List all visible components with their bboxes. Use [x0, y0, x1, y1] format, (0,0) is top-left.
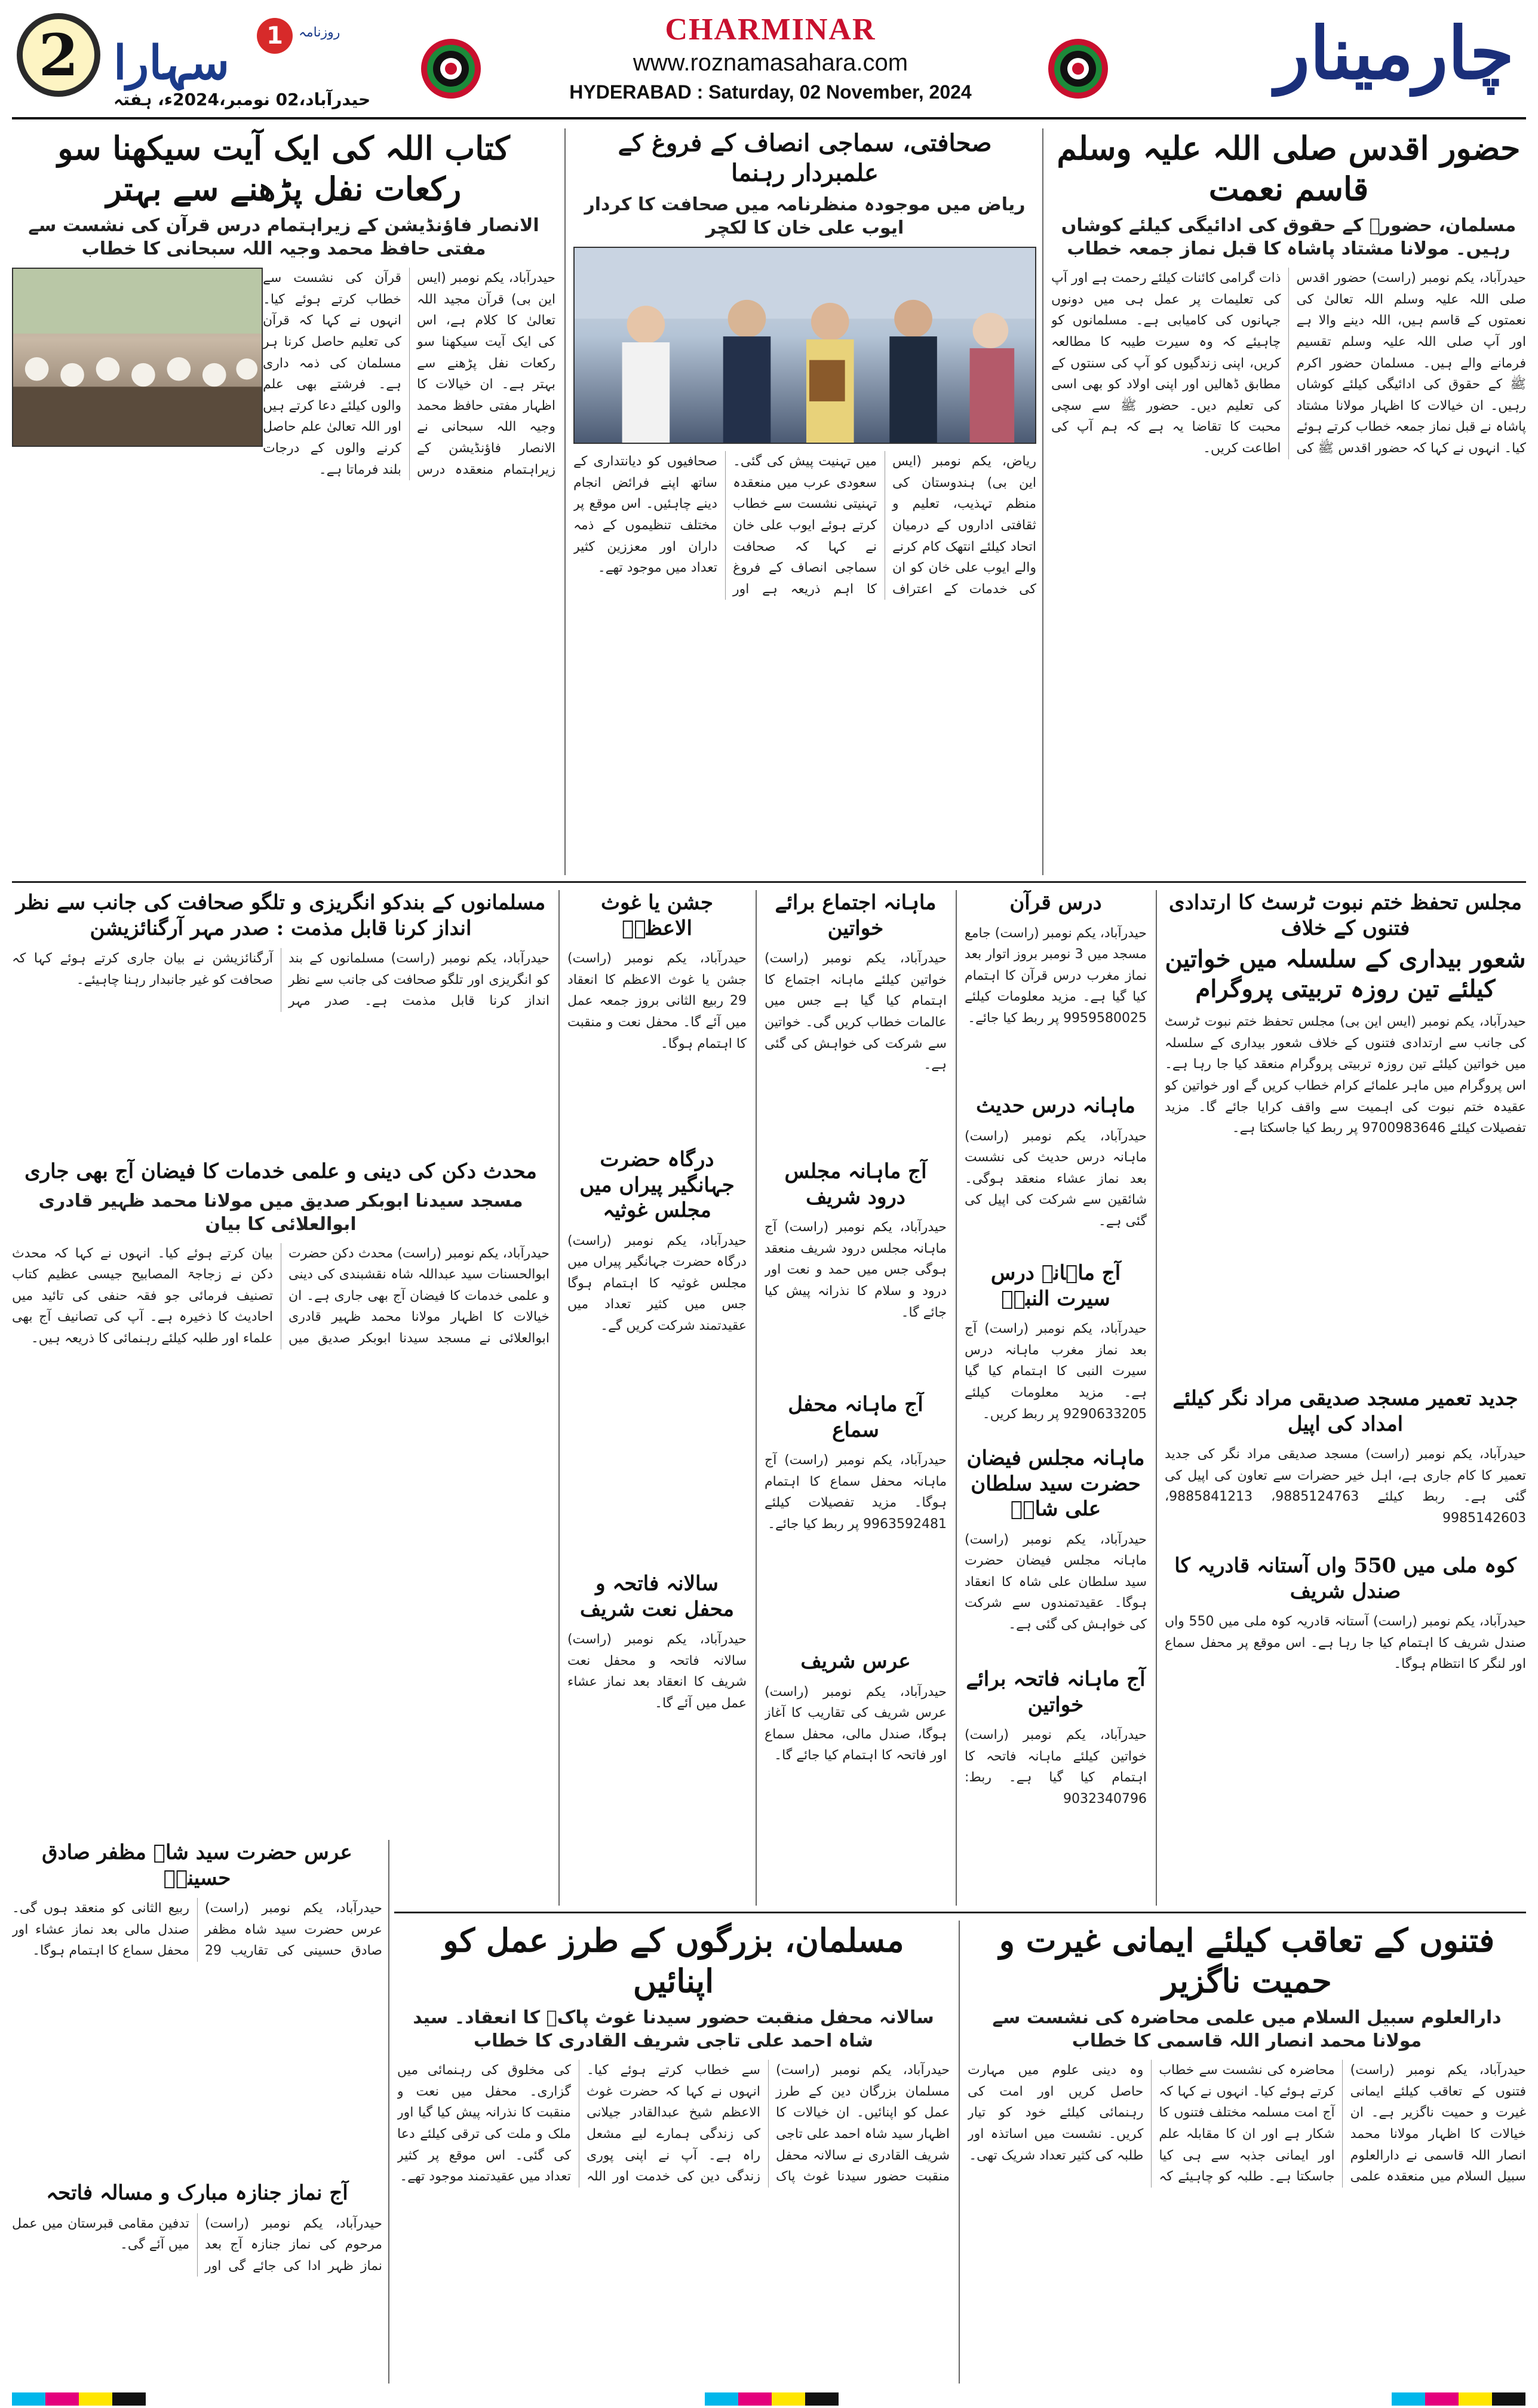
article-headline: فتنوں کے تعاقب کیلئے ایمانی غیرت و حمیت ناگزیر — [999, 1921, 1495, 2000]
article-headline: عرس حضرت سید شاہ مظفر صادق حسینیؒ — [42, 1840, 352, 1890]
dateline-urdu: حیدرآباد،02 نومبر،2024ء، ہفتہ — [113, 90, 371, 109]
article-seerat-nabi — [965, 1260, 1147, 1440]
article-body: حیدرآباد، یکم نومبر (راست) خواتین کیلئے ماہانہ اجتماع کا اہتمام کیا گیا ہے جس میں عالمات خطاب کریں گی۔ خواتین سے شرکت کی خواہش کی گئی ہے۔ — [765, 951, 947, 1073]
article-headline: مسلمانوں کے بندکو انگریزی و تلگو صحافت کی جانب سے نظر انداز کرنا قابل مذمت : صدر مہر آرگنائزیشن — [16, 891, 546, 940]
emblem-icon — [418, 36, 484, 102]
article-jashn-ghaus — [567, 890, 747, 1141]
sahara-logo-tag: روزنامہ — [299, 25, 340, 40]
article-body: حیدرآباد، یکم نومبر (راست) مسجد صدیقی مراد نگر کی جدید تعمیر کا کام جاری ہے، اہل خیر حضرات سے تعاون کی اپیل کی گئی ہے۔ ربط کیلئے 9885124763، 9885841213، 9985142603 — [1165, 1447, 1526, 1526]
column-divider — [959, 1921, 960, 2384]
color-registration-bar — [705, 2392, 839, 2406]
photo-gathering-icon — [13, 269, 262, 446]
color-registration-bar — [12, 2392, 146, 2406]
article-dars-quran — [965, 890, 1147, 1087]
article-headline: سالانہ فاتحہ و محفل نعت شریف — [580, 1572, 734, 1621]
section-divider — [12, 881, 1526, 883]
article-body: حیدرآباد، یکم نومبر (راست) مسلمان بزرگان دین کے طرز عمل کو اپنائیں۔ ان خیالات کا اظہار سید شاہ احمد علی تاجی شریف القادری نے سالانہ محفل منقبت حضور سیدنا غوث پاک سے خطاب کرتے ہوئے کیا۔ انہوں نے کہا کہ حضرت غوث الاعظم شیخ عبدالقادر جیلانی کی زندگی ہمارے لیے مشعل راہ ہے۔ آپ نے اپنی پوری زندگی دین کی خدمت اور اللہ کی مخلوق کی رہنمائی میں گزاری۔ محفل میں نعت و منقبت کا نذرانہ پیش کیا گیا اور ملک و ملت کی ترقی کیلئے دعا کی گئی۔ اس موقع پر کثیر تعداد میں عقیدتمند موجود تھے۔ — [397, 2063, 950, 2185]
column-divider — [388, 1840, 389, 2384]
article-body: حیدرآباد، یکم نومبر (راست) خواتین کیلئے ماہانہ فاتحہ کا اہتمام کیا گیا ہے۔ ربط: 9032340796 — [965, 1728, 1147, 1806]
emblem-icon — [1045, 36, 1111, 102]
article-subhead: شعور بیداری کے سلسلہ میں خواتین کیلئے تین روزہ تربیتی پروگرام — [1165, 945, 1526, 1003]
article-urs-sandal — [1165, 1553, 1526, 1906]
article-body: حیدرآباد، یکم نومبر (راست) سالانہ فاتحہ و محفل نعت شریف کا انعقاد بعد نماز عشاء عمل میں آئے گا۔ — [567, 1632, 747, 1711]
masthead-center — [526, 12, 1015, 103]
article-prophet-praise — [1051, 128, 1526, 875]
article-body: حیدرآباد، یکم نومبر (راست) عرس حضرت سید شاہ مظفر صادق حسینی کی تقاریب 29 ربیع الثانی کو منعقد ہوں گی۔ صندل مالی بعد نماز عشاء اور محفل سماع کا اہتمام ہوگا۔ — [12, 1901, 382, 1959]
article-headline: کوہ ملی میں 550 واں آستانہ قادریہ کا صندل شریف — [1174, 1554, 1516, 1603]
article-headline: آج ماہانہ درس سیرت النبیؐ — [990, 1261, 1121, 1311]
article-elders-path — [397, 1921, 950, 2384]
article-monthly-ijtema — [765, 890, 947, 1153]
article-headline: آج ماہانہ مجلس درود شریف — [784, 1159, 927, 1209]
article-journalist-honour — [573, 128, 1036, 875]
article-majlis-ghausia — [567, 1147, 747, 1565]
article-headline: ماہانہ درس حدیث — [976, 1094, 1135, 1118]
article-headline: محدث دکن کی دینی و علمی خدمات کا فیضان آج بھی جاری — [24, 1159, 537, 1183]
website-url[interactable]: www.roznamasahara.com — [633, 50, 908, 76]
article-body: حیدرآباد، یکم نومبر (راست) حضور اقدس صلی اللہ علیہ وسلم اللہ تعالیٰ کی نعمتوں کے قاسم ہیں، اللہ دینے والا ہے اور آپ صلی اللہ علیہ وسلم تقسیم فرمانے والے ہیں۔ مسلمان حضور اکرم ﷺ کے حقوق کی ادائیگی کیلئے کوشاں رہیں۔ ان خیالات کا اظہار مولانا مشتاد پاشاہ نے قبل نماز جمعہ خطاب کرتے ہوئے کیا۔ انہوں نے کہا کہ حضور اقدس ﷺ کی ذات گرامی کائنات کیلئے رحمت ہے اور آپ کی تعلیمات پر عمل ہی میں دونوں جہانوں کی کامیابی ہے۔ مسلمانوں کو چاہیئے کہ وہ سیرت طیبہ کا مطالعہ کریں، اپنی زندگیوں کو آپ کی سنتوں کے مطابق ڈھالیں اور اپنی اولاد کو بھی اسی کی تعلیم دیں۔ حضور ﷺ سے سچی محبت کا تقاضا یہ ہے کہ ہم آپ کی اطاعت کریں۔ — [1051, 271, 1526, 456]
article-headline: جشن یا غوث الاعظمؒ — [600, 891, 714, 940]
column-divider — [1156, 890, 1157, 1906]
news-photo — [12, 268, 263, 447]
color-registration-bar — [1392, 2392, 1525, 2406]
paper-name-english: CHARMINAR — [665, 13, 876, 47]
article-faizan-sultan — [965, 1446, 1147, 1661]
charminar-logo-text: چارمینار — [1275, 11, 1514, 96]
article-body: حیدرآباد، یکم نومبر (راست) درگاہ حضرت جہانگیر پیراں میں مجلس غوثیہ کا اہتمام ہوگا جس میں کثیر تعداد میں عقیدتمند شرکت کریں گے۔ — [567, 1233, 747, 1333]
article-body: حیدرآباد، یکم نومبر (راست) عرس شریف کی تقاریب کا آغاز ہوگا، صندل مالی، محفل سماع اور فاتحہ کا اہتمام کیا جائے گا۔ — [765, 1684, 947, 1763]
article-fitna-ghairat — [968, 1921, 1526, 2384]
page-number: 2 — [17, 13, 100, 97]
article-headline: حضور اقدس صلی اللہ علیہ وسلم قاسم نعمت — [1057, 129, 1521, 208]
article-headline: درس قرآن — [1009, 891, 1102, 915]
sahara-logo — [113, 18, 340, 90]
article-body: حیدرآباد، یکم نومبر (راست) محدث دکن حضرت ابوالحسنات سید عبداللہ شاہ نقشبندی کی دینی و علمی خدمات کا فیضان آج بھی جاری ہے۔ ان خیالات کا اظہار مولانا محمد ظہیر قادری ابوالعلائی نے مسجد سیدنا ابوبکر صدیق میں بیان کرتے ہوئے کیا۔ انہوں نے کہا کہ محدث دکن نے زجاجۃ المصابیح جیسی عظیم کتاب تصنیف فرمائی جو فقہ حنفی کی تائید میں احادیث کا ذخیرہ ہے۔ آپ کی تصانیف آج بھی علماء اور طلبہ کیلئے رہنمائی کا ذریعہ ہیں۔ — [12, 1246, 549, 1346]
article-headline: مسلمان، بزرگوں کے طرز عمل کو اپنائیں — [443, 1921, 904, 2000]
article-mahfil-sama — [765, 1392, 947, 1643]
article-body: حیدرآباد، یکم نومبر (راست) آج بعد نماز مغرب ماہانہ درس سیرت النبی کا اہتمام کیا گیا ہے۔ مزید معلومات کیلئے 9290633205 پر ربط کریں۔ — [965, 1321, 1147, 1422]
article-subhead: ریاض میں موجودہ منظرنامہ میں صحافت کا کردار ایوب علی خان کا لکچر — [584, 194, 1026, 238]
article-headline: عرس شریف — [800, 1649, 911, 1673]
photo-figures-icon — [575, 248, 1035, 443]
article-body: حیدرآباد، یکم نومبر (راست) جامع مسجد میں 3 نومبر بروز اتوار بعد نماز مغرب درس قرآن کا اہتمام کیا گیا ہے۔ مزید معلومات کیلئے 9959580025 پر ربط کیا جائے۔ — [965, 925, 1147, 1026]
anniversary-badge: 1 — [257, 18, 293, 54]
article-namaz-janaza — [12, 2180, 382, 2384]
article-quran-verse — [12, 128, 555, 875]
article-body: ریاض، یکم نومبر (ایس این بی) ہندوستان کی منظم تہذیب، تعلیم و ثقافتی اداروں کے درمیان اتحاد کیلئے انتھک کام کرنے والے ایوب علی خان کو ان کی خدمات کے اعتراف میں تہنیت پیش کی گئی۔ سعودی عرب میں منعقدہ تہنیتی نشست سے خطاب کرتے ہوئے ایوب علی خان نے کہا کہ صحافت سماجی انصاف کے فروغ کا اہم ذریعہ ہے اور صحافیوں کو دیانتداری کے ساتھ اپنے فرائض انجام دینے چاہئیں۔ اس موقع پر مختلف تنظیموں کے ذمہ داران اور معززین کثیر تعداد میں موجود تھے۔ — [573, 454, 1036, 597]
article-subhead: الانصار فاؤنڈیشن کے زیراہتمام درس قرآن کی نشست سے مفتی حافظ محمد وجیہ اللہ سبحانی کا خطاب — [28, 215, 539, 259]
article-headline: آج ماہانہ محفل سماع — [788, 1392, 923, 1442]
article-body: حیدرآباد، یکم نومبر (راست) ماہانہ مجلس فیضان حضرت سید سلطان علی شاہ کا انعقاد ہوگا۔ عقیدتمندوں سے شرکت کی خواہش کی گئی ہے۔ — [965, 1532, 1147, 1632]
section-divider — [394, 1912, 1526, 1913]
article-subhead: مسلمان، حضورؐ کے حقوق کی ادائیگی کیلئے کوشاں رہیں۔ مولانا مشتاد پاشاہ کا قبل نماز جمعہ خطاب — [1061, 215, 1516, 259]
article-mahana-hadith — [965, 1093, 1147, 1254]
article-body: حیدرآباد، یکم نومبر (راست) فتنوں کے تعاقب کیلئے ایمانی غیرت و حمیت ناگزیر ہے۔ ان خیالات کا اظہار مولانا محمد انصار اللہ قاسمی نے دارالعلوم سبیل السلام میں منعقدہ علمی محاضرہ کی نشست سے خطاب کرتے ہوئے کیا۔ انہوں نے کہا کہ آج امت مسلمہ مختلف فتنوں کا شکار ہے اور ان کا مقابلہ علم اور ایمانی جذبہ سے ہی کیا جاسکتا ہے۔ طلبہ کو چاہیئے کہ وہ دینی علوم میں مہارت حاصل کریں اور امت کی رہنمائی کیلئے خود کو تیار کریں۔ نشست میں اساتذہ اور طلبہ کی کثیر تعداد شریک تھی۔ — [968, 2063, 1526, 2185]
column-divider — [564, 128, 566, 875]
column-divider — [1042, 128, 1043, 875]
column-divider — [956, 890, 957, 1906]
masthead — [0, 0, 1538, 119]
column-divider — [558, 890, 560, 1906]
article-headline: جدید تعمیر مسجد صدیقی مراد نگر کیلئے امداد کی اپیل — [1172, 1386, 1518, 1436]
article-khatam-nabuwat — [1165, 890, 1526, 1380]
article-deccan-scholar — [12, 1159, 549, 1834]
article-body: حیدرآباد، یکم نومبر (راست) آستانہ قادریہ کوہ ملی میں 550 واں صندل شریف کا اہتمام کیا جا رہا ہے۔ اس موقع پر محفل سماع اور لنگر کا انتظام ہوگا۔ — [1165, 1614, 1526, 1672]
article-body: حیدرآباد، یکم نومبر (راست) جشن یا غوث الاعظم کا انعقاد 29 ربیع الثانی بروز جمعہ عمل میں آئے گا۔ محفل نعت و منقبت کا اہتمام ہوگا۔ — [567, 951, 747, 1051]
article-headline: ماہانہ اجتماع برائے خواتین — [775, 891, 937, 940]
charminar-logo — [1233, 12, 1514, 108]
article-subhead: دارالعلوم سبیل السلام میں علمی محاضرہ کی نشست سے مولانا محمد انصار اللہ قاسمی کا خطاب — [992, 2007, 1502, 2051]
article-headline: صحافتی، سماجی انصاف کے فروغ کے علمبردار رہنما — [618, 129, 992, 187]
article-subhead: سالانہ محفل منقبت حضور سیدنا غوث پاکؓ کا انعقاد۔ سید شاہ احمد علی تاجی شریف القادری کا خطاب — [413, 2007, 934, 2051]
article-salana-fateha — [567, 1571, 747, 1906]
article-body: حیدرآباد، یکم نومبر (راست) آج ماہانہ مجلس درود شریف منعقد ہوگی جس میں حمد و نعت اور درود و سلام کا نذرانہ پیش کیا جائے گا۔ — [765, 1220, 947, 1320]
article-body: حیدرآباد، یکم نومبر (راست) ماہانہ درس حدیث کی نشست بعد نماز عشاء منعقد ہوگی۔ شائقین سے شرکت کی اپیل کی گئی ہے۔ — [965, 1128, 1147, 1229]
article-urs-mufaffar — [12, 1840, 382, 2174]
article-subhead: مسجد سیدنا ابوبکر صدیق میں مولانا محمد ظہیر قادری ابوالعلائی کا بیان — [38, 1190, 523, 1235]
masthead-divider — [12, 117, 1526, 119]
article-headline: ماہانہ مجلس فیضان حضرت سید سلطان علی شاہؒ — [966, 1446, 1145, 1521]
news-photo — [573, 247, 1036, 444]
article-headline: آج ماہانہ فاتحہ برائے خواتین — [966, 1667, 1146, 1717]
article-body: حیدرآباد، یکم نومبر (راست) مرحوم کی نماز جنازہ آج بعد نماز ظہر ادا کی جائے گی اور تدفین مقامی قبرستان میں عمل میں آئے گی۔ — [12, 2216, 382, 2274]
article-urs-sharif — [765, 1649, 947, 1906]
article-body: حیدرآباد، یکم نومبر (ایس این بی) مجلس تحفظ ختم نبوت ٹرسٹ کی جانب سے ارتدادی فتنوں کے خلاف شعور بیداری کے سلسلہ میں خواتین کیلئے تین روزہ تربیتی پروگرام منعقد کیا جا رہا ہے۔ اس پروگرام میں ماہر علمائے کرام خطاب کریں گے اور خواتین کو عقیدہ ختم نبوت کی اہمیت سے واقف کرایا جائے گا۔ مزید تفصیلات کیلئے 9700983646 پر ربط کیا جاسکتا ہے۔ — [1165, 1014, 1526, 1136]
article-fateha-khawateen — [965, 1667, 1147, 1906]
article-headline: درگاہ حضرت جہانگیر پیراں میں مجلس غوثیہ — [579, 1148, 735, 1222]
column-divider — [756, 890, 757, 1906]
article-body: حیدرآباد، یکم نومبر (راست) آج ماہانہ محفل سماع کا اہتمام ہوگا۔ مزید تفصیلات کیلئے 9963592481 پر ربط کیا جائے۔ — [765, 1453, 947, 1532]
article-headline: مجلس تحفظ ختم نبوت ٹرسٹ کا ارتدادی فتنوں کے خلاف — [1169, 891, 1522, 940]
article-headline: آج نماز جنازہ مبارک و مسالہ فاتحہ — [46, 2181, 348, 2205]
sahara-logo-text: سہارا — [113, 36, 230, 90]
dateline-english: HYDERABAD : Saturday, 02 November, 2024 — [569, 81, 972, 103]
article-body: حیدرآباد، یکم نومبر (ایس این بی) قرآن مجید اللہ تعالیٰ کا کلام ہے، اس کی ایک آیت سیکھنا سو رکعات نفل پڑھنے سے بہتر ہے۔ ان خیالات کا اظہار مفتی حافظ محمد وجیہ اللہ سبحانی نے الانصار فاؤنڈیشن کے زیراہتمام منعقدہ درس قرآن کی نشست سے خطاب کرتے ہوئے کیا۔ انہوں نے کہا کہ قرآن کی تعلیم حاصل کرنا ہر مسلمان کی ذمہ داری ہے۔ فرشتے بھی علم والوں کیلئے دعا کرتے ہیں اور اللہ تعالیٰ علم حاصل کرنے والوں کے درجات بلند فرماتا ہے۔ — [263, 271, 555, 477]
article-headline: کتاب اللہ کی ایک آیت سیکھنا سو رکعات نفل پڑھنے سے بہتر — [57, 129, 510, 208]
article-boycott — [12, 890, 549, 1153]
article-majlis-durood — [765, 1159, 947, 1386]
article-masjid-appeal — [1165, 1386, 1526, 1547]
article-body: حیدرآباد، یکم نومبر (راست) مسلمانوں کے بند کو انگریزی اور تلگو صحافت کی جانب سے نظر انداز کرنا قابل مذمت ہے۔ صدر مہر آرگنائزیشن نے بیان جاری کرتے ہوئے کہا کہ صحافت کو غیر جانبدار رہنا چاہیئے۔ — [12, 951, 549, 1009]
